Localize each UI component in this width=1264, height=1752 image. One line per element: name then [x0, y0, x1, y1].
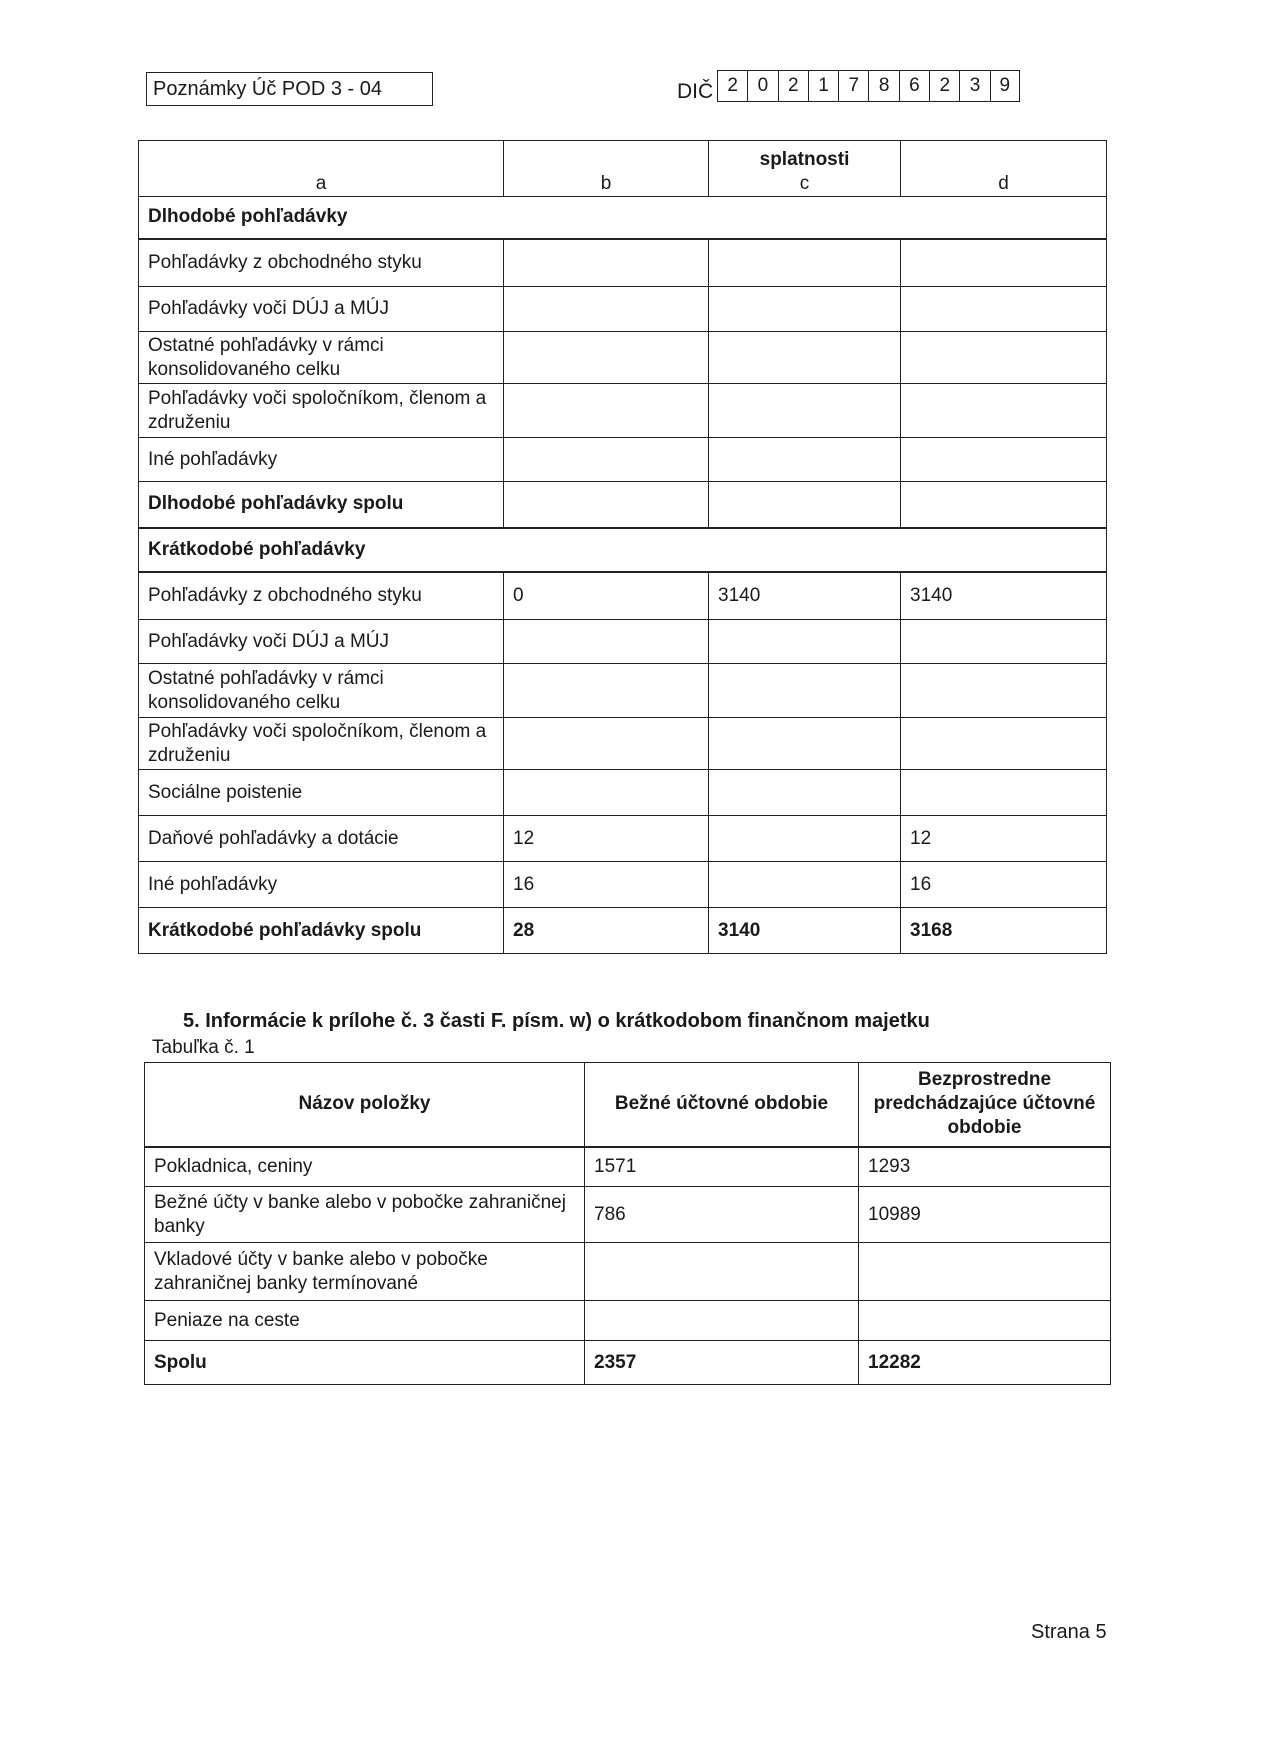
table-row	[139, 572, 1107, 620]
cell-d	[901, 482, 1107, 528]
cell-c	[709, 620, 901, 664]
table-row	[139, 332, 1107, 384]
cell-b	[504, 664, 709, 718]
row-label: Pohľadávky z obchodného styku	[139, 239, 504, 287]
form-label: Poznámky Úč POD 3 - 04	[146, 72, 433, 106]
short-term-heading: Krátkodobé pohľadávky	[139, 528, 1107, 572]
cell-b: 16	[504, 862, 709, 908]
cell-b	[504, 287, 709, 332]
dic-digit: 8	[868, 70, 898, 102]
total-row	[145, 1341, 1111, 1385]
dic-digit: 9	[990, 70, 1020, 102]
cell-d	[901, 620, 1107, 664]
dic-digit: 2	[717, 70, 747, 102]
table-row	[145, 1243, 1111, 1301]
col-current-header: Bežné účtovné obdobie	[585, 1063, 859, 1147]
row-label: Vkladové účty v banke alebo v pobočke zahraničnej banky termínované	[145, 1243, 585, 1301]
cell-c	[709, 482, 901, 528]
cell-d	[901, 287, 1107, 332]
cell-c	[709, 664, 901, 718]
col-b-header: b	[504, 141, 709, 197]
cell-current: 1571	[585, 1147, 859, 1187]
cell-d	[901, 770, 1107, 816]
col-c-header	[709, 141, 901, 197]
cell-d: 3140	[901, 572, 1107, 620]
cell-b	[504, 239, 709, 287]
dic-digit: 1	[808, 70, 838, 102]
table-row	[139, 862, 1107, 908]
table-row	[139, 620, 1107, 664]
table-row	[139, 816, 1107, 862]
receivables-table	[138, 140, 1107, 954]
page-number: Strana 5	[1031, 1621, 1107, 1643]
cell-previous: 12282	[859, 1341, 1111, 1385]
cell-previous	[859, 1243, 1111, 1301]
row-label: Pohľadávky voči spoločníkom, členom a združeniu	[139, 718, 504, 770]
cell-b	[504, 770, 709, 816]
col-c-top-label: splatnosti	[759, 149, 850, 170]
cell-c	[709, 816, 901, 862]
dic-digit: 3	[959, 70, 989, 102]
cell-d	[901, 664, 1107, 718]
row-label: Pokladnica, ceniny	[145, 1147, 585, 1187]
dic-digit: 2	[778, 70, 808, 102]
table-row	[145, 1187, 1111, 1243]
cell-b	[504, 482, 709, 528]
long-term-heading: Dlhodobé pohľadávky	[139, 197, 1107, 239]
cell-c	[709, 718, 901, 770]
cell-current: 2357	[585, 1341, 859, 1385]
cell-c	[709, 770, 901, 816]
cell-previous: 10989	[859, 1187, 1111, 1243]
cell-d	[901, 718, 1107, 770]
section-heading-row	[139, 197, 1107, 239]
dic-digit: 2	[929, 70, 959, 102]
cell-current	[585, 1301, 859, 1341]
cell-current	[585, 1243, 859, 1301]
cell-c	[709, 239, 901, 287]
cell-c: 3140	[709, 572, 901, 620]
cell-d: 12	[901, 816, 1107, 862]
col-a-header: a	[139, 141, 504, 197]
header-row	[139, 141, 1107, 197]
table-row	[139, 438, 1107, 482]
cell-b	[504, 438, 709, 482]
cell-c	[709, 332, 901, 384]
cell-previous: 1293	[859, 1147, 1111, 1187]
cell-c	[709, 287, 901, 332]
dic-digit: 0	[747, 70, 777, 102]
table-row	[139, 770, 1107, 816]
cell-b: 28	[504, 908, 709, 954]
cell-d	[901, 384, 1107, 438]
row-label: Sociálne poistenie	[139, 770, 504, 816]
row-label: Pohľadávky voči DÚJ a MÚJ	[139, 287, 504, 332]
dic-digit: 7	[838, 70, 868, 102]
financial-assets-table	[144, 1062, 1111, 1385]
cell-current: 786	[585, 1187, 859, 1243]
table-row	[139, 718, 1107, 770]
row-label: Ostatné pohľadávky v rámci konsolidovaného celku	[139, 332, 504, 384]
table-row	[139, 239, 1107, 287]
table-caption: Tabuľka č. 1	[152, 1037, 255, 1058]
table-row	[139, 664, 1107, 718]
dic-label: DIČ	[677, 80, 714, 103]
col-c-label: c	[799, 173, 810, 194]
cell-c	[709, 384, 901, 438]
row-label: Pohľadávky voči DÚJ a MÚJ	[139, 620, 504, 664]
cell-b	[504, 620, 709, 664]
header-row	[145, 1063, 1111, 1147]
dic-digit: 6	[899, 70, 929, 102]
cell-b	[504, 332, 709, 384]
cell-b	[504, 384, 709, 438]
table-row	[139, 287, 1107, 332]
cell-c	[709, 438, 901, 482]
col-previous-header: Bezprostredne predchádzajúce účtovné obdobie	[859, 1063, 1111, 1147]
section-5-heading: 5. Informácie k prílohe č. 3 časti F. písm. w) o krátkodobom finančnom majetku	[183, 1010, 930, 1032]
table-row	[145, 1301, 1111, 1341]
table-row	[145, 1147, 1111, 1187]
row-label: Pohľadávky z obchodného styku	[139, 572, 504, 620]
total-label: Krátkodobé pohľadávky spolu	[139, 908, 504, 954]
row-label: Daňové pohľadávky a dotácie	[139, 816, 504, 862]
cell-d	[901, 332, 1107, 384]
cell-b: 0	[504, 572, 709, 620]
cell-d	[901, 239, 1107, 287]
row-label: Ostatné pohľadávky v rámci konsolidovaného celku	[139, 664, 504, 718]
row-label: Pohľadávky voči spoločníkom, členom a združeniu	[139, 384, 504, 438]
total-label: Dlhodobé pohľadávky spolu	[139, 482, 504, 528]
cell-b	[504, 718, 709, 770]
cell-d	[901, 438, 1107, 482]
cell-c: 3140	[709, 908, 901, 954]
cell-c	[709, 862, 901, 908]
cell-b: 12	[504, 816, 709, 862]
section-heading-row	[139, 528, 1107, 572]
row-label: Bežné účty v banke alebo v pobočke zahraničnej banky	[145, 1187, 585, 1243]
total-label: Spolu	[145, 1341, 585, 1385]
cell-previous	[859, 1301, 1111, 1341]
total-row	[139, 908, 1107, 954]
row-label: Peniaze na ceste	[145, 1301, 585, 1341]
row-label: Iné pohľadávky	[139, 438, 504, 482]
col-name-header: Názov položky	[145, 1063, 585, 1147]
cell-d: 16	[901, 862, 1107, 908]
total-row	[139, 482, 1107, 528]
dic-boxes	[717, 70, 1020, 102]
col-d-header: d	[901, 141, 1107, 197]
row-label: Iné pohľadávky	[139, 862, 504, 908]
cell-d: 3168	[901, 908, 1107, 954]
table-row	[139, 384, 1107, 438]
